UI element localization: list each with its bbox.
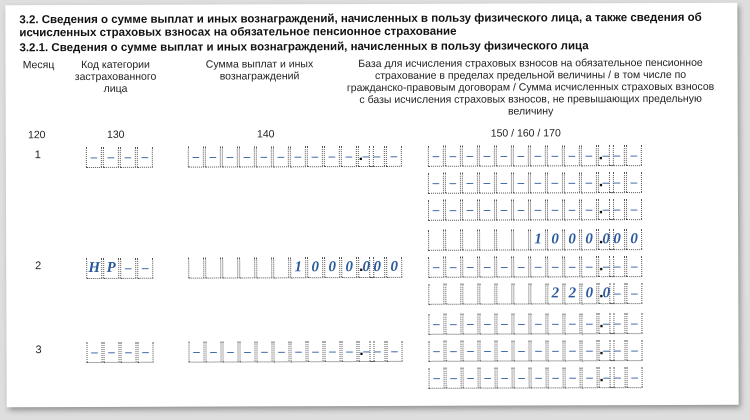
payment-int-field-cell[interactable]: – — [324, 341, 340, 361]
base-int-field-cell[interactable]: 0 — [581, 229, 597, 249]
base-dec-field[interactable] — [609, 199, 643, 219]
base-int-field-cell[interactable]: – — [530, 199, 546, 219]
base-int-field-cell[interactable]: – — [513, 172, 529, 192]
code-category: 130 — [106, 128, 125, 141]
base-int-field-cell[interactable]: – — [513, 340, 529, 360]
base-dec-field[interactable] — [609, 340, 643, 360]
payment-dec-field-cell[interactable]: 0 — [369, 257, 385, 277]
base-int-field-cell[interactable] — [496, 284, 512, 304]
payment-dec-field[interactable] — [369, 146, 403, 166]
payment-dec-field-cell[interactable]: – — [369, 341, 385, 361]
base-dec-field[interactable] — [609, 172, 643, 192]
base-dec-field-cell[interactable]: – — [609, 256, 625, 276]
base-int-field-cell[interactable]: – — [445, 257, 461, 277]
payment-dec-field-cell[interactable]: – — [386, 146, 402, 166]
base-int-field-cell[interactable]: – — [514, 367, 530, 387]
base-dec-field[interactable] — [609, 145, 643, 165]
payment-int-field-cell[interactable] — [222, 257, 238, 277]
base-dec-field-cell[interactable]: – — [626, 172, 642, 192]
payment-int-field-cell[interactable] — [188, 258, 204, 278]
base-decimal-separator: . — [598, 200, 604, 218]
base-int-field-cell[interactable]: – — [428, 341, 444, 361]
category-code-field-cell[interactable]: – — [137, 258, 153, 278]
base-int-field-cell[interactable]: – — [530, 172, 546, 192]
base-dec-field-cell[interactable]: – — [627, 367, 643, 387]
base-int-field-cell[interactable]: – — [463, 368, 479, 388]
base-dec-field-cell[interactable]: – — [609, 172, 625, 192]
base-int-field-cell[interactable]: – — [530, 145, 546, 165]
base-int-field-cell[interactable]: – — [462, 341, 478, 361]
base-dec-field-cell[interactable]: – — [626, 313, 642, 333]
base-int-field-cell[interactable]: – — [599, 367, 615, 387]
base-int-field-cell[interactable]: – — [565, 367, 581, 387]
base-int-field-cell[interactable]: – — [581, 340, 597, 360]
base-int-field[interactable] — [428, 172, 615, 193]
base-int-field-cell[interactable]: – — [445, 341, 461, 361]
base-int-field-cell[interactable]: – — [462, 146, 478, 166]
base-int-field-cell[interactable]: – — [564, 313, 580, 333]
month-label: 2 — [35, 260, 42, 273]
base-int-field-cell[interactable]: – — [564, 256, 580, 276]
category-code-field[interactable] — [86, 147, 154, 167]
base-int-field[interactable] — [428, 340, 615, 361]
base-int-field-cell[interactable]: – — [496, 314, 512, 334]
base-int-field-cell[interactable]: – — [496, 257, 512, 277]
base-dec-field-cell[interactable]: – — [626, 283, 642, 303]
base-decimal-separator: . — [599, 314, 604, 332]
payment-int-field-cell[interactable]: – — [307, 146, 323, 166]
base-int-field-cell[interactable] — [462, 284, 478, 304]
base-int-field-cell[interactable]: – — [598, 340, 614, 360]
base-int-field-cell[interactable]: – — [462, 257, 478, 277]
payment-dec-field-cell[interactable]: – — [386, 341, 402, 361]
base-dec-field-cell[interactable]: 0 — [609, 229, 625, 249]
base-int-field-cell[interactable]: – — [564, 340, 580, 360]
base-dec-field-cell[interactable]: – — [609, 340, 625, 360]
payment-int-field-cell[interactable] — [273, 257, 289, 277]
base-int-field[interactable] — [428, 256, 615, 277]
base-int-field-cell[interactable]: – — [547, 199, 563, 219]
payment-dec-field[interactable] — [369, 257, 403, 277]
payment-int-field-cell[interactable]: 0 — [307, 257, 323, 277]
base-int-field-cell[interactable]: – — [513, 313, 529, 333]
base-int-field-cell[interactable]: – — [479, 200, 495, 220]
base-int-field-cell[interactable]: – — [581, 199, 597, 219]
payment-int-field-cell[interactable]: – — [205, 342, 221, 362]
month-label: 1 — [34, 149, 41, 162]
base-int-field[interactable] — [428, 145, 615, 166]
base-int-field-cell[interactable]: – — [547, 340, 563, 360]
base-int-field[interactable] — [429, 367, 616, 388]
payment-decimal-separator: . — [358, 258, 364, 276]
base-int-field-cell[interactable]: – — [428, 314, 444, 334]
base-dec-field[interactable] — [609, 283, 643, 303]
base-int-field-cell[interactable]: – — [547, 313, 563, 333]
col-header-month: Месяц — [22, 59, 55, 72]
category-code-field-cell[interactable]: – — [120, 258, 136, 278]
base-int-field-cell[interactable]: – — [530, 340, 546, 360]
base-int-field[interactable] — [428, 283, 615, 304]
payment-int-field[interactable] — [188, 146, 375, 167]
base-int-field-cell[interactable]: – — [462, 200, 478, 220]
code-payments: 140 — [256, 128, 275, 141]
base-decimal-separator: . — [598, 257, 604, 275]
payment-int-field-cell[interactable]: 0 — [358, 257, 374, 277]
base-int-field-cell[interactable] — [428, 284, 444, 304]
payment-int-field-cell[interactable]: 0 — [324, 257, 340, 277]
base-decimal-separator: . — [598, 230, 604, 248]
payment-int-field-cell[interactable]: – — [222, 341, 238, 361]
base-int-field-cell[interactable] — [428, 230, 444, 250]
base-int-field-cell[interactable]: 0 — [598, 283, 614, 303]
base-int-field-cell[interactable] — [445, 284, 461, 304]
base-int-field-cell[interactable]: – — [564, 172, 580, 192]
base-int-field-cell[interactable]: – — [530, 313, 546, 333]
base-int-field-cell[interactable]: – — [598, 313, 614, 333]
payment-int-field-cell[interactable]: – — [341, 341, 357, 361]
base-int-field-cell[interactable]: – — [598, 256, 614, 276]
payment-int-field-cell[interactable]: – — [307, 341, 323, 361]
base-int-field-cell[interactable]: – — [547, 145, 563, 165]
payment-int-field-cell[interactable]: – — [358, 146, 374, 166]
base-int-field-cell[interactable]: 0 — [564, 229, 580, 249]
base-decimal-separator: . — [598, 173, 604, 191]
base-int-field-cell[interactable]: 2 — [547, 283, 563, 303]
payment-int-field[interactable] — [188, 341, 375, 362]
base-int-field-cell[interactable]: – — [446, 368, 462, 388]
base-int-field-cell[interactable]: – — [513, 256, 529, 276]
base-dec-field-cell[interactable]: 0 — [626, 229, 642, 249]
category-code-field-cell[interactable]: Н — [86, 258, 102, 278]
payment-int-field-cell[interactable]: – — [256, 341, 272, 361]
payment-int-field[interactable] — [188, 257, 375, 278]
payment-int-field-cell[interactable]: – — [341, 146, 357, 166]
base-int-field-cell[interactable]: – — [581, 313, 597, 333]
base-int-field-cell[interactable] — [513, 229, 529, 249]
base-int-field-cell[interactable]: – — [479, 314, 495, 334]
base-int-field-cell[interactable] — [445, 230, 461, 250]
base-dec-field-cell[interactable]: – — [609, 313, 625, 333]
base-int-field-cell[interactable]: – — [479, 341, 495, 361]
payment-dec-field-cell[interactable]: 0 — [386, 257, 402, 277]
section-title-3-2-1: 3.2.1. Сведения о сумме выплат и иных вознаграждений, начисленных в пользу физического лица — [19, 40, 589, 55]
col-header-payments: Сумма выплат и иных вознаграждений — [205, 58, 314, 83]
base-dec-field[interactable] — [609, 313, 643, 333]
base-int-field-cell[interactable]: – — [462, 173, 478, 193]
base-int-field-cell[interactable]: – — [564, 145, 580, 165]
category-code-field-cell[interactable]: – — [137, 342, 153, 362]
base-dec-field[interactable] — [609, 229, 643, 249]
base-dec-field-cell[interactable]: – — [626, 340, 642, 360]
base-int-field-cell[interactable] — [530, 283, 546, 303]
payment-int-field-cell[interactable]: – — [188, 147, 204, 167]
base-int-field-cell[interactable]: – — [581, 256, 597, 276]
base-int-field-cell[interactable]: – — [462, 314, 478, 334]
base-int-field-cell[interactable]: – — [496, 341, 512, 361]
payment-int-field-cell[interactable]: – — [222, 146, 238, 166]
base-int-field-cell[interactable]: – — [445, 314, 461, 334]
payment-dec-field[interactable] — [369, 341, 403, 361]
base-decimal-separator: . — [599, 284, 604, 302]
base-int-field-cell[interactable] — [462, 230, 478, 250]
base-decimal-separator: . — [599, 341, 604, 359]
base-dec-field-cell[interactable]: – — [609, 199, 625, 219]
payment-decimal-separator: . — [359, 342, 364, 360]
base-int-field-cell[interactable]: – — [582, 367, 598, 387]
base-int-field-cell[interactable] — [479, 230, 495, 250]
base-int-field-cell[interactable]: 1 — [530, 229, 546, 249]
payment-int-field-cell[interactable] — [205, 258, 221, 278]
base-int-field-cell[interactable]: – — [496, 200, 512, 220]
base-int-field-cell[interactable]: 0 — [581, 283, 597, 303]
category-code-field-cell[interactable]: – — [137, 147, 153, 167]
base-int-field-cell[interactable]: – — [548, 367, 564, 387]
base-int-field[interactable] — [428, 313, 615, 334]
base-dec-field[interactable] — [610, 367, 644, 387]
payment-int-field-cell[interactable]: – — [273, 146, 289, 166]
payment-int-field-cell[interactable]: 1 — [290, 257, 306, 277]
base-int-field-cell[interactable]: – — [445, 200, 461, 220]
base-dec-field-cell[interactable]: – — [626, 145, 642, 165]
base-int-field-cell[interactable]: 2 — [564, 283, 580, 303]
base-int-field-cell[interactable]: – — [497, 368, 513, 388]
payment-dec-field-cell[interactable]: – — [369, 146, 385, 166]
base-int-field-cell[interactable]: 0 — [547, 229, 563, 249]
base-int-field-cell[interactable]: – — [480, 368, 496, 388]
category-code-field-cell[interactable]: – — [120, 342, 136, 362]
base-int-field-cell[interactable]: – — [598, 172, 614, 192]
payment-int-field-cell[interactable]: – — [239, 146, 255, 166]
base-int-field-cell[interactable]: – — [598, 199, 614, 219]
base-decimal-separator: . — [599, 368, 604, 386]
base-int-field-cell[interactable]: – — [428, 173, 444, 193]
base-int-field-cell[interactable]: – — [428, 257, 444, 277]
form-sheet — [5, 3, 738, 408]
category-code-field-cell[interactable]: – — [103, 342, 119, 362]
base-int-field-cell[interactable]: – — [513, 145, 529, 165]
payment-int-field-cell[interactable]: – — [273, 341, 289, 361]
month-label: 3 — [35, 344, 42, 357]
col-header-category: Код категории застрахованного лица — [74, 58, 157, 95]
base-dec-field-cell[interactable]: – — [626, 256, 642, 276]
base-int-field-cell[interactable]: – — [530, 256, 546, 276]
payment-int-field-cell[interactable]: – — [324, 146, 340, 166]
base-dec-field-cell[interactable]: – — [609, 283, 625, 303]
category-code-field-cell[interactable]: – — [103, 147, 119, 167]
base-int-field-cell[interactable] — [513, 283, 529, 303]
payment-int-field-cell[interactable] — [256, 257, 272, 277]
payment-int-field-cell[interactable]: – — [256, 146, 272, 166]
category-code-field-cell[interactable]: Р — [103, 258, 119, 278]
base-int-field-cell[interactable]: – — [479, 173, 495, 193]
payment-decimal-separator: . — [358, 147, 364, 165]
base-int-field-cell[interactable]: – — [479, 146, 495, 166]
base-int-field-cell[interactable]: – — [598, 145, 614, 165]
base-int-field-cell[interactable] — [479, 284, 495, 304]
base-int-field-cell[interactable] — [496, 230, 512, 250]
payment-int-field-cell[interactable]: – — [290, 341, 306, 361]
section-title-3-2: 3.2. Сведения о сумме выплат и иных вознаграждений, начисленных в пользу физического лица, а также сведения об исчисленных страховых взносах на обязательное пенсионное страхование — [19, 11, 702, 40]
base-int-field-cell[interactable]: – — [496, 146, 512, 166]
category-code-field[interactable] — [86, 258, 154, 278]
base-int-field-cell[interactable]: – — [547, 172, 563, 192]
base-decimal-separator: . — [598, 146, 604, 164]
base-int-field-cell[interactable]: – — [428, 146, 444, 166]
category-code-field-cell[interactable]: – — [120, 147, 136, 167]
col-header-base: База для исчисления страховых взносов на обязательное пенсионное страхование в пределах предельной величины / в том числе по гражданско-правовым договорам / Сумма исчисленных страховых взносов с базы исчисления страховых взносов, не превышающих предельную величину — [346, 56, 715, 118]
base-int-field-cell[interactable]: – — [581, 172, 597, 192]
base-int-field-cell[interactable]: 0 — [598, 229, 614, 249]
base-dec-field-cell[interactable]: – — [626, 199, 642, 219]
base-int-field-cell[interactable]: – — [479, 257, 495, 277]
payment-int-field-cell[interactable]: – — [239, 341, 255, 361]
code-base: 150 / 160 / 170 — [490, 127, 561, 140]
payment-int-field-cell[interactable]: – — [205, 147, 221, 167]
base-int-field-cell[interactable]: – — [531, 367, 547, 387]
base-int-field-cell[interactable]: – — [429, 368, 445, 388]
payment-int-field-cell[interactable]: – — [358, 341, 374, 361]
base-dec-field-cell[interactable]: – — [610, 367, 626, 387]
payment-int-field-cell[interactable]: – — [290, 146, 306, 166]
base-int-field-cell[interactable]: – — [564, 199, 580, 219]
base-int-field-cell[interactable]: – — [496, 173, 512, 193]
base-int-field-cell[interactable]: – — [445, 146, 461, 166]
payment-int-field-cell[interactable]: 0 — [341, 257, 357, 277]
base-int-field-cell[interactable]: – — [581, 145, 597, 165]
payment-int-field-cell[interactable] — [239, 257, 255, 277]
category-code-field-cell[interactable]: – — [86, 342, 102, 362]
base-dec-field-cell[interactable]: – — [609, 145, 625, 165]
base-dec-field[interactable] — [609, 256, 643, 276]
base-int-field-cell[interactable]: – — [547, 256, 563, 276]
base-int-field-cell[interactable]: – — [513, 199, 529, 219]
base-int-field-cell[interactable]: – — [428, 200, 444, 220]
code-month: 120 — [27, 129, 46, 142]
base-int-field[interactable] — [428, 199, 615, 220]
payment-int-field-cell[interactable]: – — [188, 342, 204, 362]
category-code-field-cell[interactable]: – — [86, 147, 102, 167]
category-code-field[interactable] — [86, 342, 154, 362]
base-int-field[interactable] — [428, 229, 615, 250]
base-int-field-cell[interactable]: – — [445, 173, 461, 193]
